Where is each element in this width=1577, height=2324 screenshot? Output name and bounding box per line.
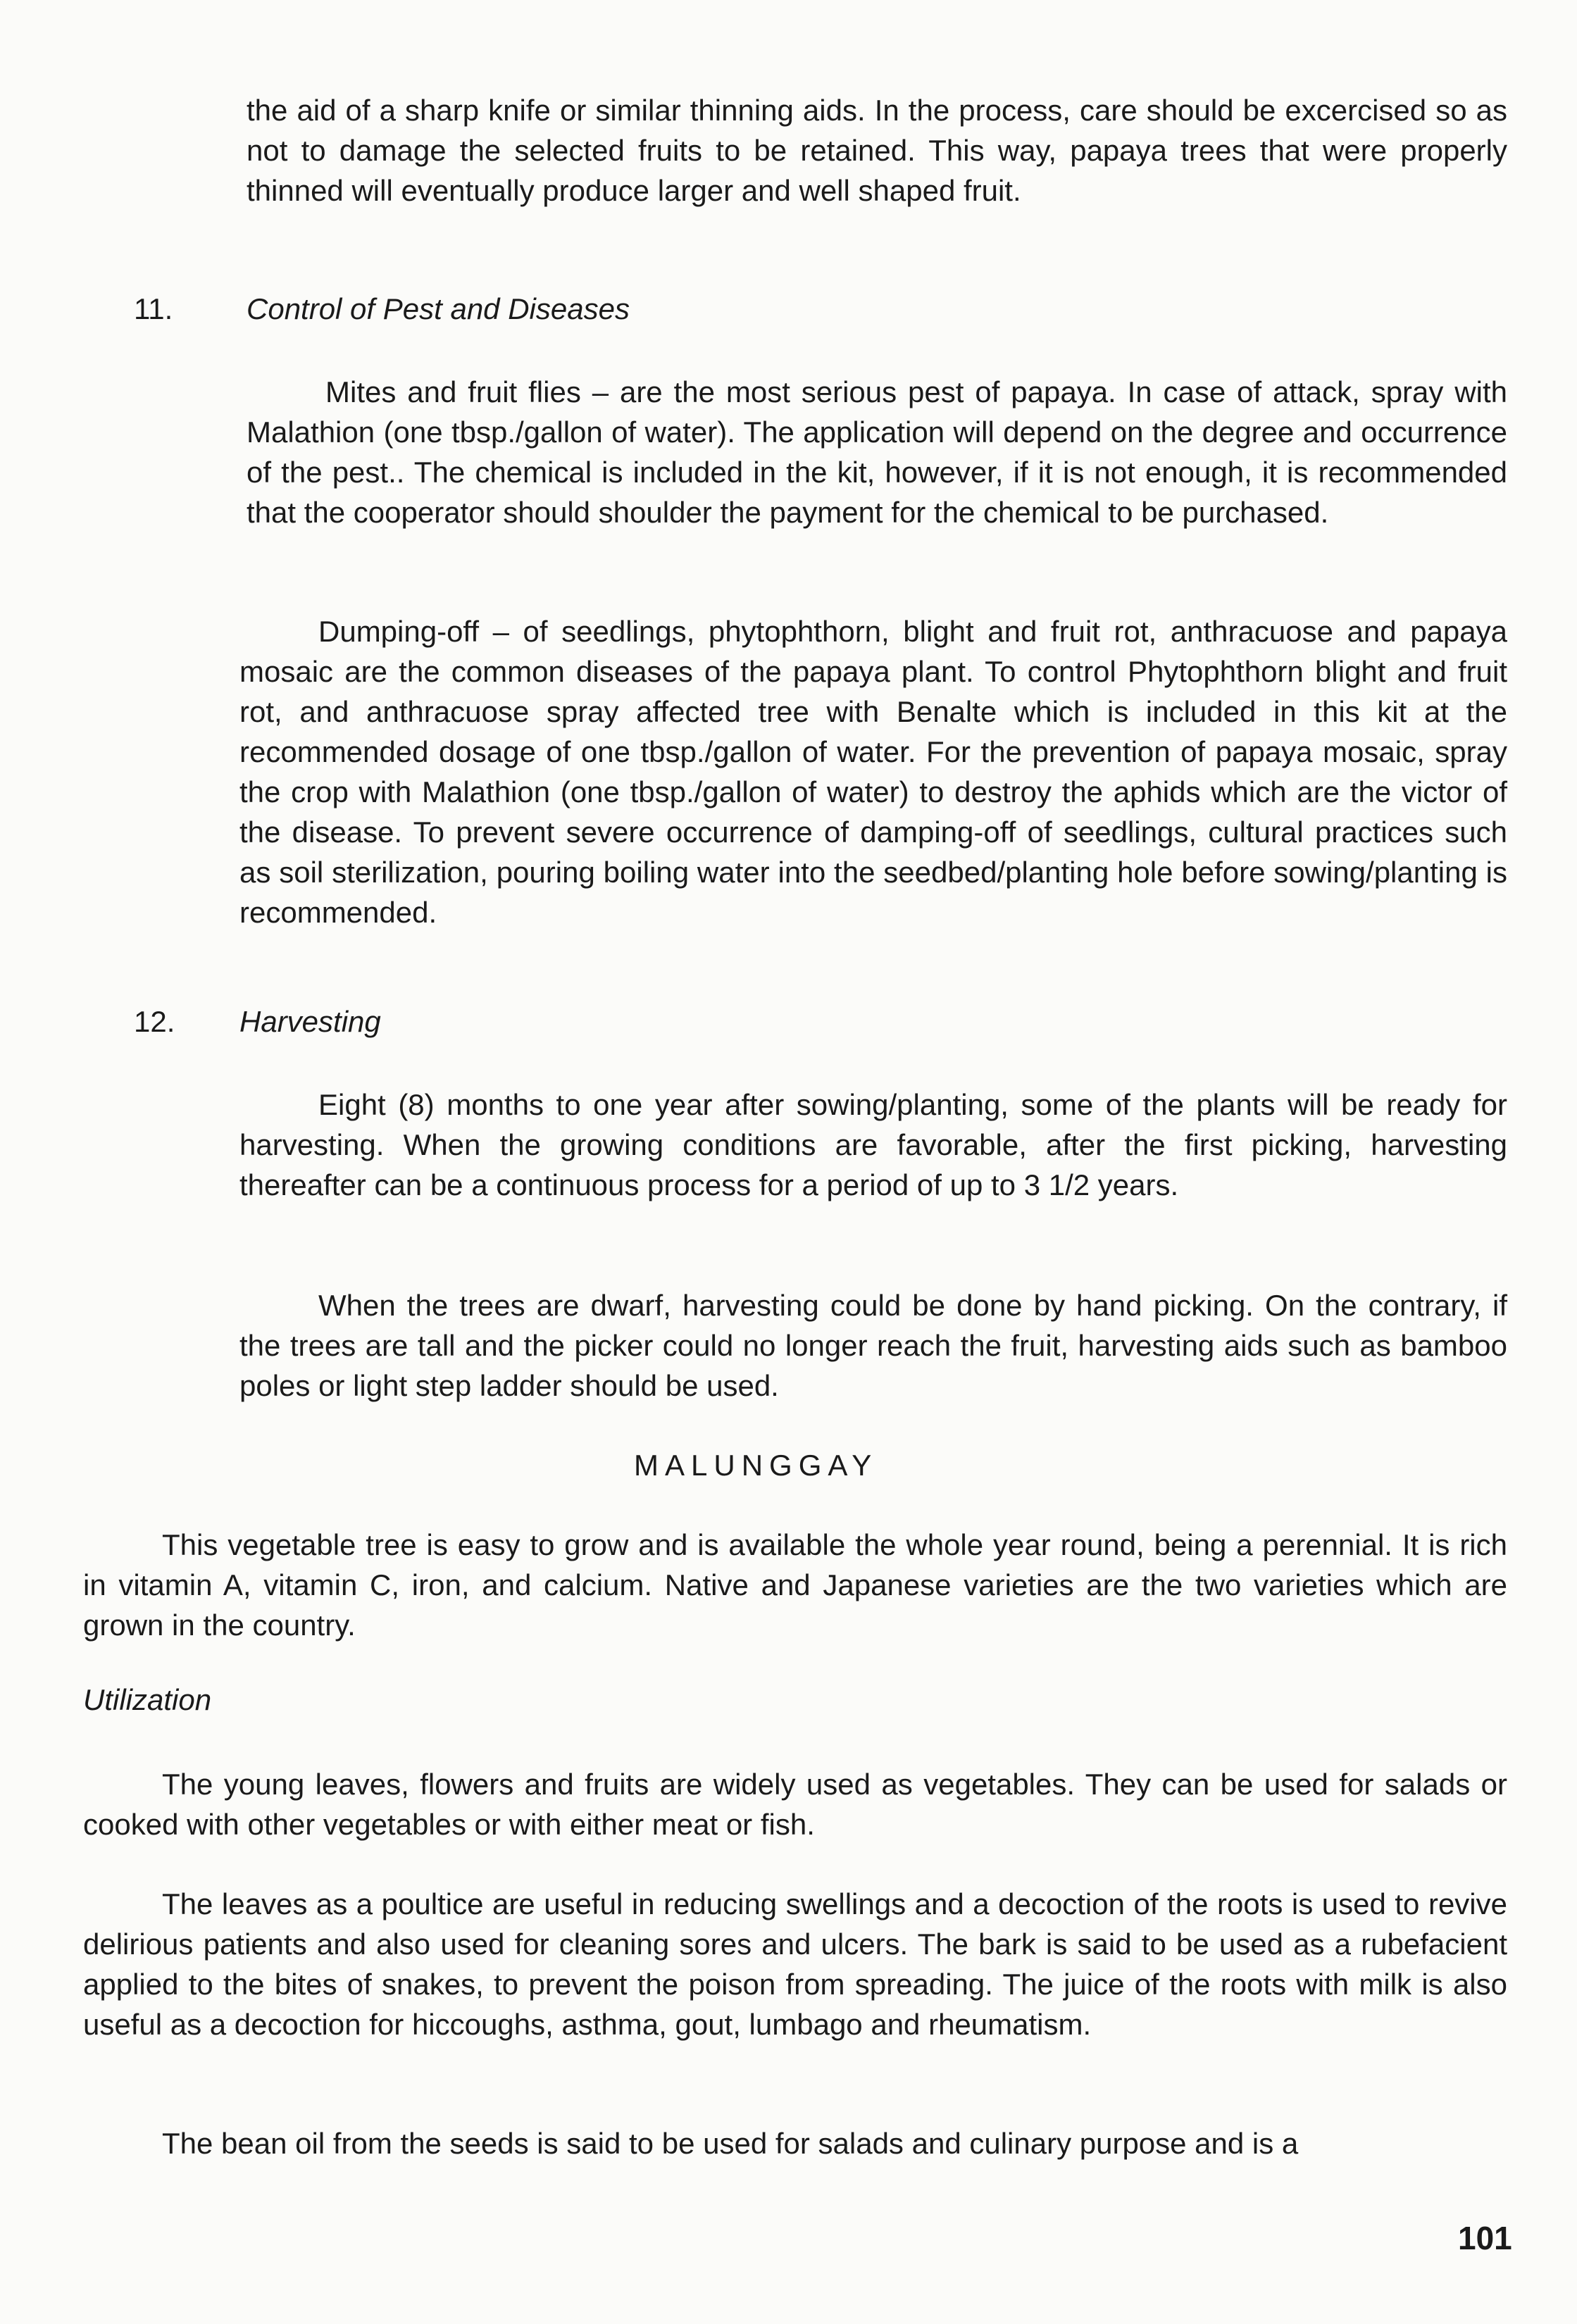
section-11-heading: Control of Pest and Diseases (247, 292, 630, 325)
pest-paragraph-mites: Mites and fruit flies – are the most serious pest of papaya. In case of attack, spray with Malathion (one tbsp./gallon of water). The application will depend on the degree and occurrence of the pest.. The chemical is included in the kit, however, if it is not enough, it is recommended that the cooperator should shoulder the payment for the chemical to be purchased. (247, 375, 1507, 529)
harvest-paragraph-aids: When the trees are dwarf, harvesting could be done by hand picking. On the contrary, if the trees are tall and the picker could no longer reach the fruit, harvesting aids such as bamboo poles or light step ladder should be used. (239, 1289, 1507, 1402)
malunggay-intro: This vegetable tree is easy to grow and is available the whole year round, being a perennial. It is rich in vitamin A, vitamin C, iron, and calcium. Native and Japanese varieties are the two varieties which are grown in the country. (83, 1528, 1507, 1642)
page-number: 101 (1458, 2220, 1512, 2256)
utilization-paragraph-vegetables: The young leaves, flowers and fruits are widely used as vegetables. They can be used for salads or cooked with other vegetables or with either meat or fish. (83, 1768, 1507, 1841)
section-12-number: 12. (134, 1005, 175, 1038)
paragraph-continuation: the aid of a sharp knife or similar thinning aids. In the process, care should be excercised so as not to damage the selected fruits to be retained. This way, papaya trees that were properly thinned will eventually produce larger and well shaped fruit. (247, 94, 1507, 207)
utilization-paragraph-oil: The bean oil from the seeds is said to be used for salads and culinary purpose and is a (162, 2127, 1299, 2160)
utilization-paragraph-medicinal: The leaves as a poultice are useful in reducing swellings and a decoction of the roots is used to revive delirious patients and also used for cleaning sores and ulcers. The bark is said to be used as a rubefacient applied to the bites of snakes, to prevent the poison from spreading. The juice of the roots with milk is also useful as a decoction for hiccoughs, asthma, gout, lumbago and rheumatism. (83, 1887, 1507, 2041)
harvest-paragraph-timing: Eight (8) months to one year after sowing/planting, some of the plants will be ready for harvesting. When the growing conditions are favorable, after the first picking, harvesting thereafter can be a continuous process for a period of up to 3 1/2 years. (239, 1088, 1507, 1201)
section-11-number: 11. (134, 292, 173, 325)
utilization-heading: Utilization (83, 1683, 212, 1716)
section-12-heading: Harvesting (239, 1005, 381, 1038)
pest-paragraph-diseases: Dumping-off – of seedlings, phytophthorn, blight and fruit rot, anthracuose and papaya mosaic are the common diseases of the papaya plant. To control Phytophthorn blight and fruit rot, and anthracuose spray affected tree with Benalte which is included in this kit at the recommended dosage of one tbsp./gallon of water. For the prevention of papaya mosaic, spray the crop with Malathion (one tbsp./gallon of water) to destroy the aphids which are the victor of the disease. To prevent severe occurrence of damping-off of seedlings, cultural practices such as soil sterilization, pouring boiling water into the seedbed/planting hole before sowing/planting is recommended. (239, 615, 1507, 929)
malunggay-title: MALUNGGAY (634, 1449, 878, 1482)
